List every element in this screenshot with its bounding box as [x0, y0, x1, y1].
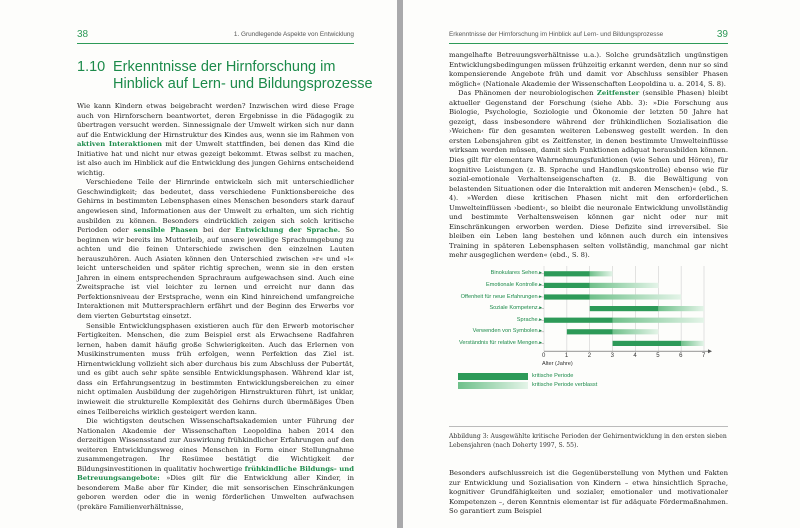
text-run: »Dies gilt für die Entwicklung aller Kinder, in besonderem Maße aber für Kinder, die mit sensorischen Einschränkungen geboren werden oder die in wenig förderlichen Umwelten aufwachsen (prekäre Familienverhältnisse,: [77, 474, 354, 511]
bar-faded: [590, 271, 613, 276]
figure-caption: Abbildung 3: Ausgewählte kritische Perioden der Gehirnentwicklung in den ersten sieben Lebensjahren (nach Doherty 1997, S. 55).: [449, 433, 727, 449]
header-rule-left: [77, 43, 354, 44]
keyword: Zeitfenster: [596, 89, 640, 98]
x-tick-label: 2: [587, 353, 592, 360]
text-run: Wie kann Kindern etwas beigebracht werden? Inzwischen wird diese Frage auch von Hirnforschern beantwortet, deren Ergebnisse in die Pädagogik zu übertragen versucht werden. Sinnessignale der Umwelt wirken sich nur dann auf die Entwicklung der Hirnstruktur des Kindes aus, wenn sie im Rahmen von: [77, 102, 354, 139]
category-label: Emotionale Kontrolle ▸: [486, 281, 542, 288]
category-label: Binokulares Sehen ▸: [490, 270, 542, 277]
paragraph: [449, 89, 728, 261]
page-number-right: 39: [716, 29, 728, 40]
paragraph: [449, 51, 728, 89]
bar-critical: [544, 294, 590, 299]
right-body-text-bottom: [449, 469, 728, 517]
category-label: Verwenden von Symbolen ▸: [472, 328, 542, 335]
right-page: [403, 0, 800, 528]
left-page: [0, 0, 397, 528]
keyword: sensible Phasen: [133, 226, 198, 235]
category-label: Offenheit für neue Erfahrungen ▸: [460, 293, 542, 300]
x-tick-label: 7: [702, 353, 706, 360]
text-run: bei der: [197, 226, 236, 235]
bar-faded: [590, 283, 659, 288]
section-number: 1.10: [77, 59, 106, 75]
text-run: mit der Umwelt stattfinden, bei denen das Kind die Initiative hat und nicht nur etwas gezeigt bekommt. Etwas selbst zu machen, ist also auch im Hinblick auf die Entwicklung des jungen Gehirns entscheidend wichtig.: [77, 140, 355, 177]
running-header-right: Erkenntnisse der Hirnforschung im Hinblick auf Lern- und Bildungsprozesse: [449, 31, 664, 38]
paragraph: [77, 102, 354, 178]
category-label: Verständnis für relative Mengen ▸: [458, 339, 542, 346]
bar-critical: [590, 306, 659, 311]
legend-label: kritische Periode: [532, 373, 574, 380]
page-number-left: 38: [77, 29, 89, 40]
section-title: Erkenntnisse der Hirnforschung im Hinblick auf Lern- und Bildungsprozesse: [113, 59, 373, 92]
axis-arrow-icon: [708, 349, 712, 353]
paragraph: [77, 178, 354, 321]
paragraph: [77, 417, 354, 512]
paragraph: [449, 469, 728, 517]
x-tick-label: 0: [542, 353, 546, 360]
bar-faded: [613, 318, 704, 323]
right-body-text: [449, 51, 728, 261]
category-label: Sprache ▸: [516, 316, 542, 323]
bar-faded: [613, 329, 659, 334]
x-tick-label: 4: [633, 353, 637, 360]
legend-label: kritische Periode verblasst: [532, 382, 598, 389]
category-label: Soziale Kompetenz ▸: [489, 305, 542, 312]
text-run: Sensible Entwicklungsphasen existieren auch für den Erwerb motorischer Fertigkeiten. Menschen, die zum Beispiel erst als Erwachsene Radfahren lernen, haben damit häufig große Schwierigkeiten. Auch das Erlernen von Musikinstrumenten muss früh erfolgen, wenn Perfektion das Ziel ist. Hirnentwicklung vollzieht sich aber durchaus bis zum Abschluss der Pubertät, und es gibt auch sehr späte sensible Entwicklungsphasen. Während klar ist, dass ein Erfahrungsentzug in bestimmten Entwicklungsbereichen zu einer nicht optimalen Ausbildung der zugehörigen Hirnstrukturen führt, ist unklar, inwieweit die strukturelle Komplexität des Gehirns durch übermäßiges Üben eines Teilbereichs wirklich gesteigert werden kann.: [77, 321, 354, 416]
bar-faded: [658, 306, 704, 311]
paragraph: [77, 322, 354, 417]
left-body-text: [77, 102, 354, 513]
x-tick-label: 6: [679, 353, 683, 360]
bar-critical: [544, 283, 590, 288]
header-rule-right: [449, 43, 728, 44]
text-run: So beginnen wir bereits im Mutterleib, auf unsere jeweilige Sprachumgebung zu achten und die feinen Unterschiede zwischen den einzelnen Lauten herauszuhören. Auch Asiaten können den Unterschied zwischen »r« und »l« leicht unterscheiden und später richtig sprechen, wenn sie in den ersten Jahren in einem entsprechenden Sprachraum aufgewachsen sind. Auch eine Zweitsprache ist viel leichter zu lernen und erreicht nur dann das Perfektionsniveau der Erstsprache, wenn ein Kind hinreichend umfangreiche Interaktionen mit Muttersprachlern erfährt und der Beginn des Erwerbs vor dem vierten Geburtstag einsetzt.: [77, 226, 354, 321]
keyword: Entwicklung der Sprache.: [235, 226, 341, 235]
text-run: Verschiedene Teile der Hirnrinde entwickeln sich mit unterschiedlicher Geschwindigkeit; das bedeutet, dass verschiedene Funktionsbereiche des Gehirns in bestimmten Lebensphasen eines Menschen besonders stark darauf angewiesen sind, Informationen aus der Umwelt zu erhalten, um sich richtig ausbilden zu können. Besonders eindrücklich zeigen sich solch kritische Perioden oder: [77, 178, 354, 235]
bar-critical: [544, 271, 590, 276]
x-axis-label: Alter (Jahre): [542, 361, 573, 368]
legend-swatch-critical: [458, 373, 528, 380]
running-header-left: 1. Grundlegende Aspekte von Entwicklung: [233, 31, 354, 38]
critical-periods-chart: [458, 264, 718, 399]
caption-rule: [449, 426, 728, 427]
bar-critical: [567, 329, 613, 334]
bar-faded: [681, 341, 704, 346]
x-tick-label: 3: [610, 353, 614, 360]
text-run: Besonders aufschlussreich ist die Gegenüberstellung von Mythen und Fakten zur Entwicklung und Sozialisation von Kindern – etwa hinsichtlich Sprache, kognitiver Grundfähigkeiten und sozialer, emotionaler und motivationaler Kompetenzen –, deren Kenntnis elementar ist für adäquate Fördermaßnahmen. So garantiert zum Beispiel: [449, 469, 728, 516]
x-tick-label: 1: [564, 353, 569, 360]
text-run: mangelhafte Betreuungsverhältnisse u.a.). Solche grundsätzlich ungünstigen Entwicklungsbedingungen müssen frühzeitig erkannt werden, denn nur so sind kompensierende Angebote früh und damit vor Abschluss sensibler Phasen möglich« (Nationale Akademie der Wissenschaften Leopoldina u. a. 2014, S. 8).: [449, 51, 728, 88]
legend-swatch-faded: [458, 382, 528, 389]
x-tick-label: 5: [656, 353, 660, 360]
bar-critical: [544, 318, 613, 323]
keyword: aktiven Interaktionen: [77, 140, 163, 149]
bar-faded: [590, 294, 681, 299]
bar-critical: [613, 341, 682, 346]
text-run: Die wichtigsten deutschen Wissenschaftsakademien unter Führung der Nationalen Akademie der Wissenschaften Leopoldina haben 2014 den derzeitigen Wissensstand zur Auswirkung frühkindlicher Erfahrungen auf den weiteren Entwicklungsweg eines Menschen in Form einer Stellungnahme zusammengetragen. Ihr Resümee bestätigt die Wichtigkeit der Bildungsinvestitionen in qualitativ hochwertige: [77, 417, 354, 473]
text-run: (sensible Phasen) bleibt aktueller Gegenstand der Forschung (siehe Abb. 3): »Die Forschung aus Biologie, Psychologie, Soziologie und Ökonomie der letzten 50 Jahre hat gezeigt, dass insbesondere während der frühkindlichen Sozialisation die ›Weichen‹ für den gesamten weiteren Lebensweg gestellt werden. In den ersten Lebensjahren gibt es Zeitfenster, in denen bestimmte Umwelteinflüsse wirksam werden müssen, damit sich Funktionen adäquat herausbilden können. Dies gilt für elementare Wahrnehmungsfunktionen (wie Sehen und Hören), für kognitive Leistungen (z. B. Sprache und Handlungskontrolle) ebenso wie für sozial-emotionale Verhaltenseigenschaften (z. B. die Bewältigung von belastenden Situationen oder die Interaktion mit anderen Menschen)« (ebd., S. 4). »Werden diese kritischen Phasen nicht mit den erforderlichen Umwelteinflüssen ›bedient‹, so bleibt die neuronale Entwicklung unvollständig und bestimmte Verhaltensweisen können gar nicht oder nur mit Einschränkungen erworben werden. Diese Defizite sind irreversibel. Sie bleiben ein Leben lang bestehen und können auch durch ein intensives Training in späteren Lebensphasen selten vollständig, manchmal gar nicht mehr ausgeglichen werden« (ebd., S. 8).: [449, 89, 728, 260]
text-run: Das Phänomen der neurobiologischen: [458, 89, 597, 98]
keyword: frühkindliche Bildungs- und Betreuungsangebote:: [77, 464, 354, 483]
